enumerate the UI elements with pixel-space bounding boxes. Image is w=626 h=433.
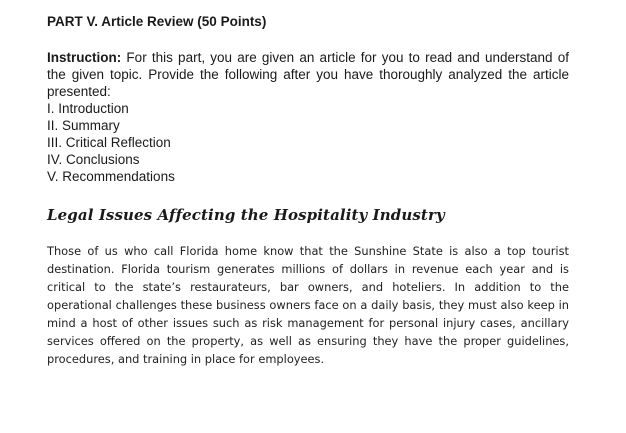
instruction-paragraph	[47, 49, 569, 100]
list-item-conclusions: IV. Conclusions	[47, 152, 140, 167]
section-heading: PART V. Article Review (50 Points)	[47, 14, 267, 29]
list-item-introduction: I. Introduction	[47, 101, 129, 116]
requirements-list	[47, 100, 569, 185]
document-page	[47, 13, 569, 368]
article-title: Legal Issues Affecting the Hospitality Industry	[47, 206, 445, 224]
list-item-critical-reflection: III. Critical Reflection	[47, 135, 171, 150]
article-body: Those of us who call Florida home know that the Sunshine State is also a top tourist destination. Florida tourism generates millions of dollars in revenue each year and is critical to the state’s restaurateurs, bar owners, and hoteliers. In addition to the operational challenges these business owners face on a daily basis, they must also keep in mind a host of other issues such as risk management for personal injury cases, ancillary services offered on the property, as well as ensuring they have the proper guidelines, procedures, and training in place for employees.	[47, 244, 569, 366]
instruction-label: Instruction:	[47, 50, 122, 65]
instruction-text: For this part, you are given an article for you to read and understand of the given topic. Provide the following after you have thoroughly analyzed the article presented:	[47, 50, 569, 99]
list-item-recommendations: V. Recommendations	[47, 169, 175, 184]
list-item-summary: II. Summary	[47, 118, 120, 133]
